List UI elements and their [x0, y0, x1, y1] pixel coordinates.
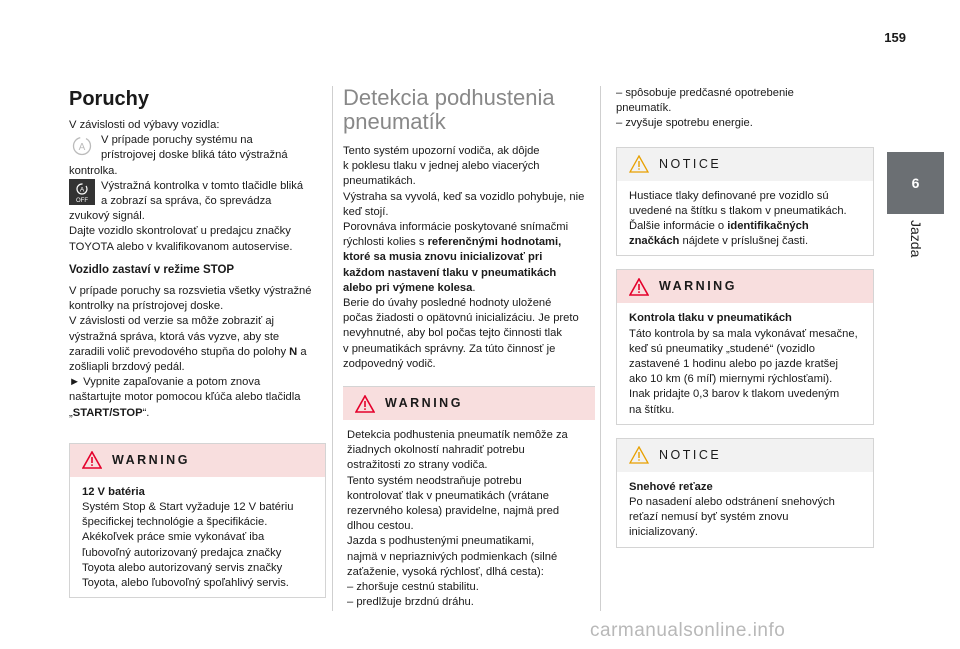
notice-box: [616, 147, 874, 257]
text: ako 10 km (6 míľ) miernymi rýchlosťami).: [629, 373, 833, 386]
text: ktoré sa musia znovu inicializovať pri: [343, 251, 543, 264]
off-label: OFF: [76, 197, 88, 204]
watermark: carmanualsonline.info: [590, 620, 786, 641]
button-lamp-row: [69, 179, 326, 209]
subsection-title: Vozidlo zastaví v režime STOP: [69, 263, 235, 276]
warning-header: [70, 444, 325, 477]
text: žiadnych okolností nahradiť potrebu: [347, 444, 525, 457]
chapter-number: 6: [911, 175, 920, 191]
text: uvedené na štítku s tlakom v pneumatikách.: [629, 204, 847, 217]
text: ostražitosti zo strany vodiča.: [347, 459, 488, 472]
svg-text:A: A: [78, 142, 86, 154]
warning-box: [343, 386, 595, 616]
text: zodpovedný vodič.: [343, 357, 436, 370]
text: Inak pridajte 0,3 barov k tlakom uvedeným: [629, 388, 840, 401]
notice-label: NOTICE: [659, 156, 722, 171]
text: rýchlosti kolies s referenčnými hodnotami,: [343, 236, 562, 249]
warning-title: 12 V batéria: [82, 485, 145, 498]
warning-box: [69, 443, 326, 598]
section-title: Poruchy: [69, 88, 150, 110]
text: keď stojí.: [343, 205, 389, 218]
notice-header: [617, 439, 873, 472]
text: dlhou cestou.: [347, 520, 414, 533]
warning-triangle-icon: [355, 395, 375, 413]
text: keď sú pneumatiky „studené“ (vozidlo: [629, 342, 815, 355]
warning-body: [70, 477, 325, 597]
text: Systém Stop & Start vyžaduje 12 V batériu: [82, 501, 294, 514]
text: Toyota alebo autorizovaný servis značky: [82, 561, 283, 574]
text: – predlžuje brzdnú dráhu.: [347, 596, 474, 609]
text: Tento systém neodstraňuje potrebu: [347, 474, 522, 487]
text: V prípade poruchy sa rozsvietia všetky výstražné: [69, 285, 312, 298]
text: na štítku.: [629, 403, 675, 416]
warning-box: [616, 269, 874, 424]
text: Tento systém upozorní vodiča, ak dôjde: [343, 145, 540, 157]
text: a zobrazí sa správa, čo sprevádza: [101, 195, 272, 208]
text: rezervného kolesa) pravidelne, najmä pred: [347, 505, 560, 518]
warning-title: Kontrola tlaku v pneumatikách: [629, 312, 792, 325]
text: ľubovoľný autorizovaný predajca značky: [82, 546, 282, 559]
notice-title: Snehové reťaze: [629, 480, 713, 493]
page-number: 159: [884, 30, 906, 45]
warning-header: [343, 387, 595, 420]
text: značkách nájdete v príslušnej časti.: [629, 235, 809, 248]
text: zaťaženie, vysoká rýchlosť, dlhá cesta):: [347, 565, 544, 578]
text: najmä v nepriaznivých podmienkach (silné: [347, 550, 558, 563]
text: Výstražná kontrolka v tomto tlačidle bliká: [101, 179, 304, 192]
text: Berie do úvahy posledné hodnoty uložené: [343, 297, 552, 310]
warning-body: [343, 420, 595, 616]
column-divider: [332, 86, 333, 611]
text: – zvyšuje spotrebu energie.: [616, 117, 753, 130]
text: inicializovaný.: [629, 526, 699, 539]
text: alebo pri výmene kolesa.: [343, 281, 476, 294]
text: V závislosti od verzie sa môže zobraziť aj: [69, 315, 275, 328]
warning-lamp-row: [69, 133, 326, 163]
column-divider: [600, 86, 601, 611]
chapter-tab[interactable]: [887, 152, 944, 214]
warning-header: [617, 270, 873, 303]
notice-triangle-icon: [629, 446, 649, 464]
text: pneumatík.: [616, 102, 672, 115]
text: Hustiace tlaky definované pre vozidlo sú: [629, 189, 829, 202]
text: reťazí nemusí byť systém znovu: [629, 511, 789, 524]
text: kontrolovať tlak v pneumatikách (vrátane: [347, 489, 549, 502]
text: „START/STOP“.: [69, 406, 150, 419]
text: Táto kontrola by sa mala vykonávať mesačne,: [629, 327, 858, 340]
text: v pneumatikách správny. Za túto činnosť je: [343, 342, 556, 355]
text: Po nasadení alebo odstránení snehových: [629, 496, 835, 509]
text: ► Vypnite zapaľovanie a potom znova: [69, 376, 261, 389]
warning-label: WARNING: [112, 452, 190, 467]
auto-stop-warning-icon: [69, 133, 95, 159]
text: Porovnáva informácie poskytované snímačmi: [343, 221, 569, 234]
auto-stop-off-button-icon: [69, 179, 95, 205]
text: Jazda s podhustenými pneumatikami,: [347, 535, 535, 548]
text: TOYOTA alebo v kvalifikovanom autoservise.: [69, 240, 293, 253]
notice-triangle-icon: [629, 155, 649, 173]
notice-body: [617, 472, 873, 547]
text: V prípade poruchy systému na: [101, 134, 253, 147]
text: zošliapli brzdový pedál.: [69, 361, 185, 374]
warning-label: WARNING: [659, 279, 737, 294]
column-1: [69, 86, 326, 598]
svg-text:A: A: [79, 186, 85, 194]
text: Ďalšie informácie o identifikačných: [629, 220, 809, 233]
section-title: Detekcia podhustenia pneumatík: [343, 85, 555, 134]
text: V závislosti od výbavy vozidla:: [69, 119, 220, 131]
text: špecifickej technológie a špecifikácie.: [82, 516, 268, 529]
text: naštartujte motor pomocou kľúča alebo tlačidla: [69, 391, 301, 404]
text: každom nastavení tlaku v pneumatikách: [343, 266, 557, 279]
chapter-title: Jazda: [908, 220, 924, 258]
column-3: [616, 86, 874, 548]
text: pneumatikách.: [343, 175, 416, 188]
text: Toyota, alebo ľubovoľný spoľahlivý servis.: [82, 577, 289, 590]
text: Dajte vozidlo skontrolovať u predajcu značky: [69, 225, 291, 238]
warning-body: [617, 303, 873, 423]
notice-box: [616, 438, 874, 548]
text: prístrojovej doske bliká táto výstražná: [101, 149, 288, 162]
text: – zhoršuje cestnú stabilitu.: [347, 581, 479, 594]
text: – spôsobuje predčasné opotrebenie: [616, 87, 794, 99]
text: nevyhnutné, aby bol počas tejto činnosti tlak: [343, 327, 562, 340]
text: Detekcia podhustenia pneumatík nemôže za: [347, 429, 568, 442]
text: zaradili volič prevodového stupňa do polohy N a: [69, 345, 307, 358]
text: počas žiadosti o opätovnú inicializáciu. Je preto: [343, 312, 579, 325]
text: Výstraha sa vyvolá, keď sa vozidlo pohybuje, nie: [343, 190, 585, 203]
text: výstražná správa, ktorá vás vyzve, aby ste: [69, 330, 280, 343]
text: kontrolky na prístrojovej doske.: [69, 300, 224, 313]
warning-triangle-icon: [629, 278, 649, 296]
text: Akékoľvek práce smie vykonávať iba: [82, 531, 265, 544]
notice-body: [617, 181, 873, 256]
notice-label: NOTICE: [659, 447, 722, 462]
text: zvukový signál.: [69, 210, 145, 223]
text: kontrolka.: [69, 164, 118, 177]
notice-header: [617, 148, 873, 181]
warning-triangle-icon: [82, 451, 102, 469]
text: zastavené 1 hodinu alebo po jazde kratšej: [629, 358, 838, 371]
warning-label: WARNING: [385, 395, 463, 410]
text: k poklesu tlaku v jednej alebo viacerých: [343, 160, 540, 173]
column-2: [343, 86, 595, 616]
